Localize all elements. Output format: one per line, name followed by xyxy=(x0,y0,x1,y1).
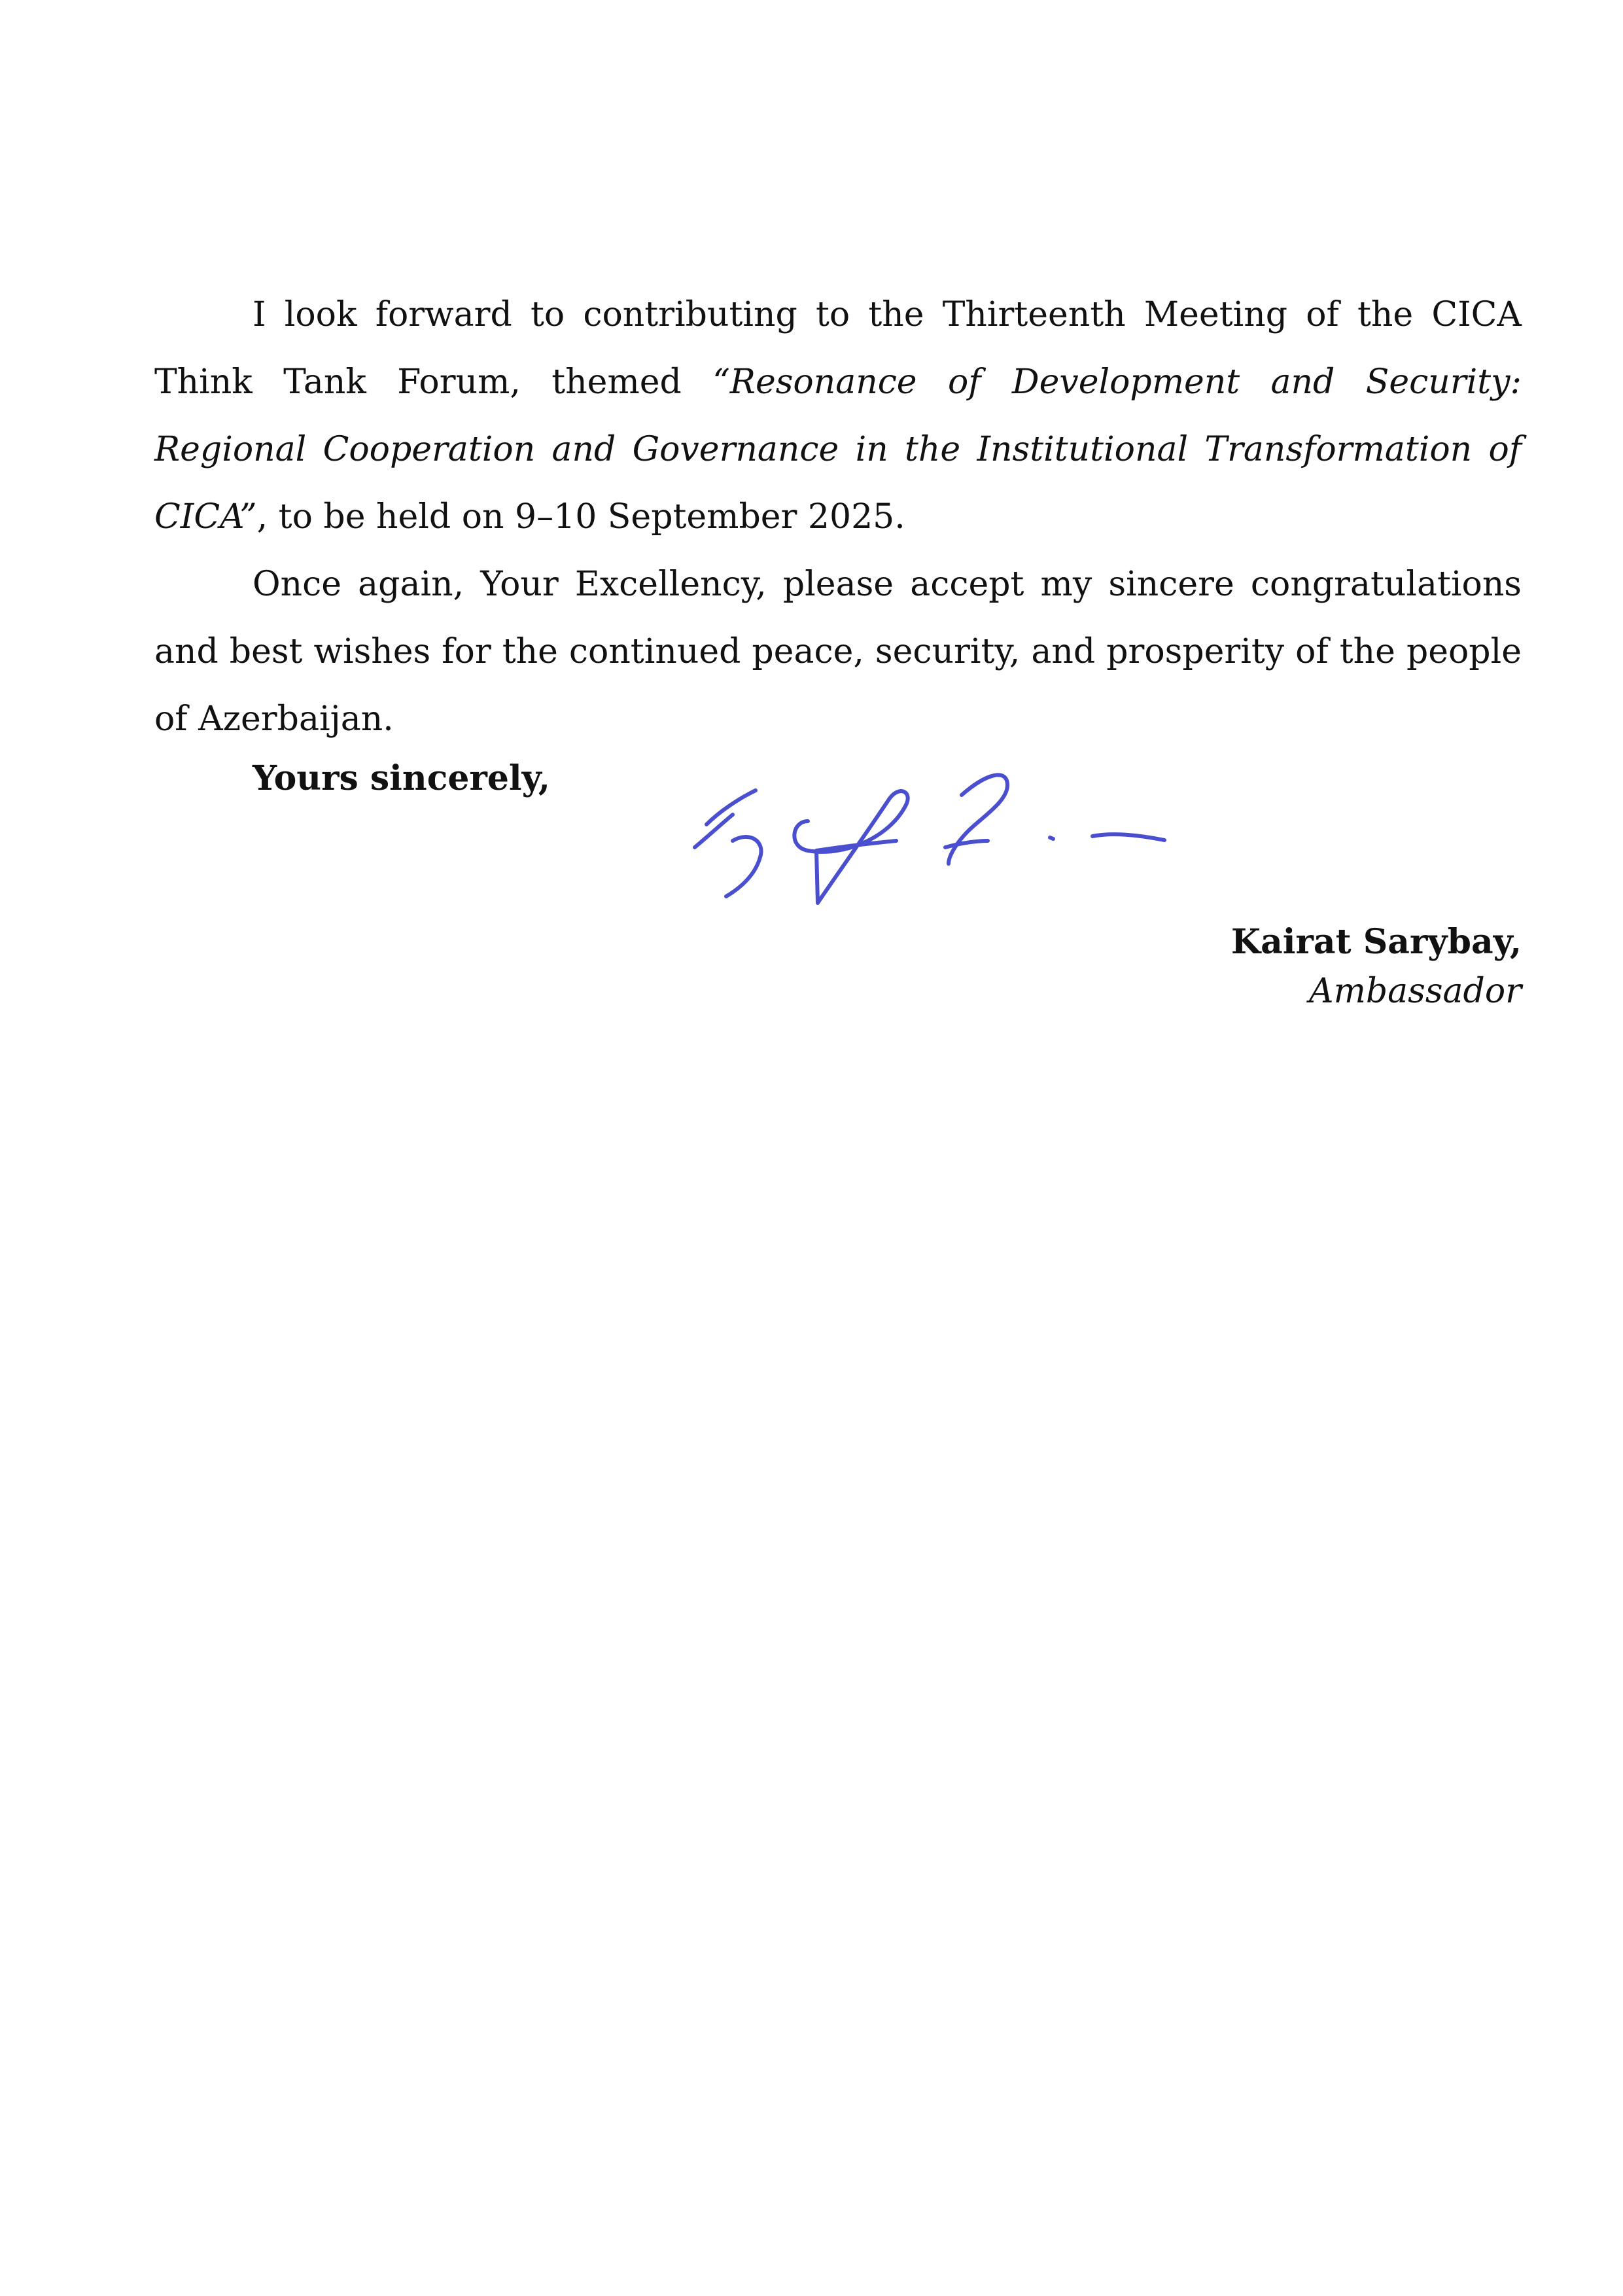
signature-stroke xyxy=(1092,834,1164,840)
signature-stroke xyxy=(726,837,761,896)
signature-stroke xyxy=(1050,838,1053,839)
letter-body xyxy=(154,281,1522,753)
paragraph-forum-intro: I look forward to contributing to the Thirteenth Meeting of the CICA Think Tank Forum, themed xyxy=(154,295,1522,402)
closing-salutation: Yours sincerely, xyxy=(253,758,551,798)
paragraph-congratulations: Once again, Your Excellency, please accept my sincere congratulations and best wishes for the continued peace, security, and prosperity of the people of Azerbaijan. xyxy=(154,565,1522,739)
signature-stroke xyxy=(794,791,907,903)
signature-stroke xyxy=(707,790,756,824)
paragraph-forum-outro: , to be held on 9–10 September 2025. xyxy=(256,497,905,537)
signature-stroke xyxy=(949,775,1007,864)
signer-name: Kairat Sarybay, xyxy=(1230,922,1522,962)
paragraph-forum xyxy=(154,281,1522,551)
signer-title: Ambassador xyxy=(1309,972,1522,1011)
signature-stroke xyxy=(945,841,988,847)
forum-theme: “Resonance of Development and Security: Regional Cooperation and Governance in the Institutional Transformation of CICA” xyxy=(154,362,1522,537)
signature-icon xyxy=(680,759,1191,929)
